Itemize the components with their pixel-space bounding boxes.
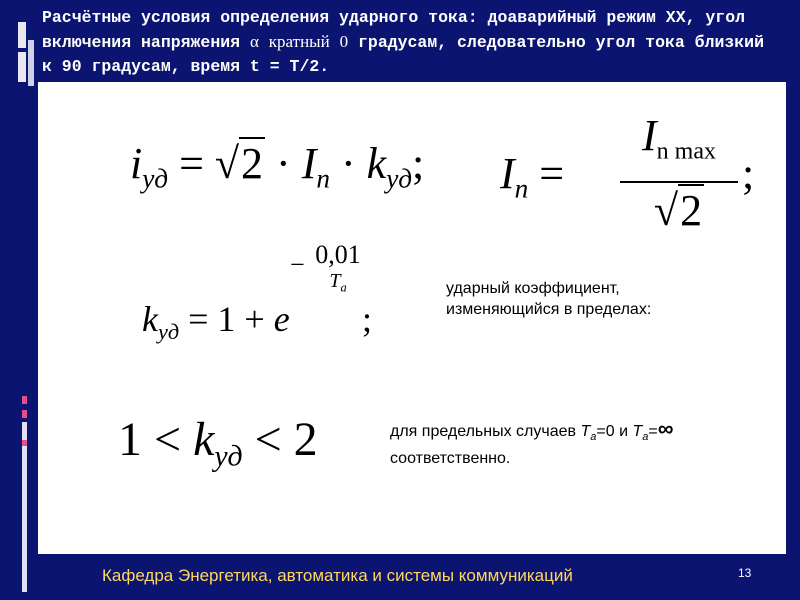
title-text-3: градусам, следовательно угол тока близкий к 90 градусам, время t = T/2. [42, 33, 764, 76]
formula-iud [130, 134, 424, 209]
formula-In [500, 111, 760, 236]
formula-range-k-sub: уд [214, 439, 243, 473]
formula-In-end: ; [742, 149, 755, 198]
note-T2-sub: a [642, 431, 649, 444]
formula-kud-lhs: k [142, 299, 158, 339]
title-zero: 0 [339, 32, 349, 51]
formula-kud-exp-den-sub: a [340, 280, 347, 295]
formula-range-right: < 2 [254, 413, 318, 466]
note-T2-eq: = [648, 423, 658, 440]
formula-iud-k: k [366, 139, 387, 188]
formula-In-lhs-sub: n [514, 173, 529, 204]
deco-pink-1 [22, 396, 27, 404]
note-T1-sub: a [590, 431, 597, 444]
sqrt-sign: √ [214, 139, 240, 188]
fraction-bar [620, 181, 738, 183]
infinity-symbol: ∞ [657, 416, 674, 441]
deco-block-white-3 [28, 40, 34, 86]
footer-department: Кафедра Энергетика, автоматика и системы коммуникаций [102, 566, 573, 585]
formula-range-left: 1 < [118, 413, 182, 466]
formula-iud-dot1: · [276, 139, 291, 188]
note-limits [390, 418, 673, 469]
formula-iud-lhs-sub: уд [142, 163, 169, 194]
deco-block-white-2 [18, 52, 26, 82]
formula-kud-end: ; [362, 299, 373, 339]
formula-iud-end: ; [412, 139, 425, 188]
content-area [38, 82, 786, 554]
note-limits-prefix: для предельных случаев [390, 423, 577, 440]
title-alpha: α [249, 32, 259, 51]
note-coefficient-line2: изменяющийся в пределах: [446, 301, 652, 318]
formula-iud-lhs: i [130, 139, 143, 188]
formula-kud-e: e [273, 299, 290, 339]
formula-kud-exp-den: T [329, 270, 341, 292]
formula-kud-exp-num: 0,01 [315, 240, 361, 269]
formula-iud-k-sub: уд [386, 163, 413, 194]
formula-kud-eq: = 1 + [188, 299, 265, 339]
deco-strip-top-1 [0, 0, 8, 600]
note-T2: T [632, 423, 643, 440]
formula-iud-I-sub: n [316, 163, 330, 194]
formula-range-k: k [193, 413, 215, 466]
formula-kud-exp-minus: − [290, 250, 305, 279]
deco-white-strip-bottom [22, 422, 27, 592]
formula-In-den-arg: 2 [680, 186, 703, 236]
formula-In-lhs: I [500, 149, 515, 198]
page-number: 13 [738, 566, 752, 580]
sqrt-sign-2: √ [653, 186, 679, 236]
deco-block-white-1 [18, 22, 26, 48]
deco-pink-3 [22, 440, 27, 446]
formula-kud [142, 240, 402, 358]
title-text-2: кратный [268, 32, 330, 51]
formula-In-num: I [642, 111, 657, 160]
note-T1-val: =0 [596, 423, 615, 440]
note-and: и [619, 423, 629, 440]
note-limits-line2: соответственно. [390, 450, 511, 468]
formula-iud-dot2: · [341, 139, 356, 188]
formula-In-num-sub: n max [656, 138, 716, 165]
note-coefficient [446, 278, 651, 320]
formula-In-eq: = [539, 149, 565, 198]
formula-iud-I: I [301, 139, 317, 188]
formula-range [118, 410, 318, 486]
note-T1: T [580, 423, 591, 440]
note-coefficient-line1: ударный коэффициент, [446, 280, 620, 297]
deco-pink-2 [22, 410, 27, 418]
title-text-1: Расчётные условия определения ударного тока: доаварийный режим ХХ, угол включения напряжения [42, 8, 746, 52]
formula-iud-eq: = [179, 139, 204, 188]
formula-kud-lhs-sub: уд [157, 318, 180, 344]
slide-title [42, 6, 782, 79]
formula-iud-sqrt-arg: 2 [241, 139, 264, 188]
